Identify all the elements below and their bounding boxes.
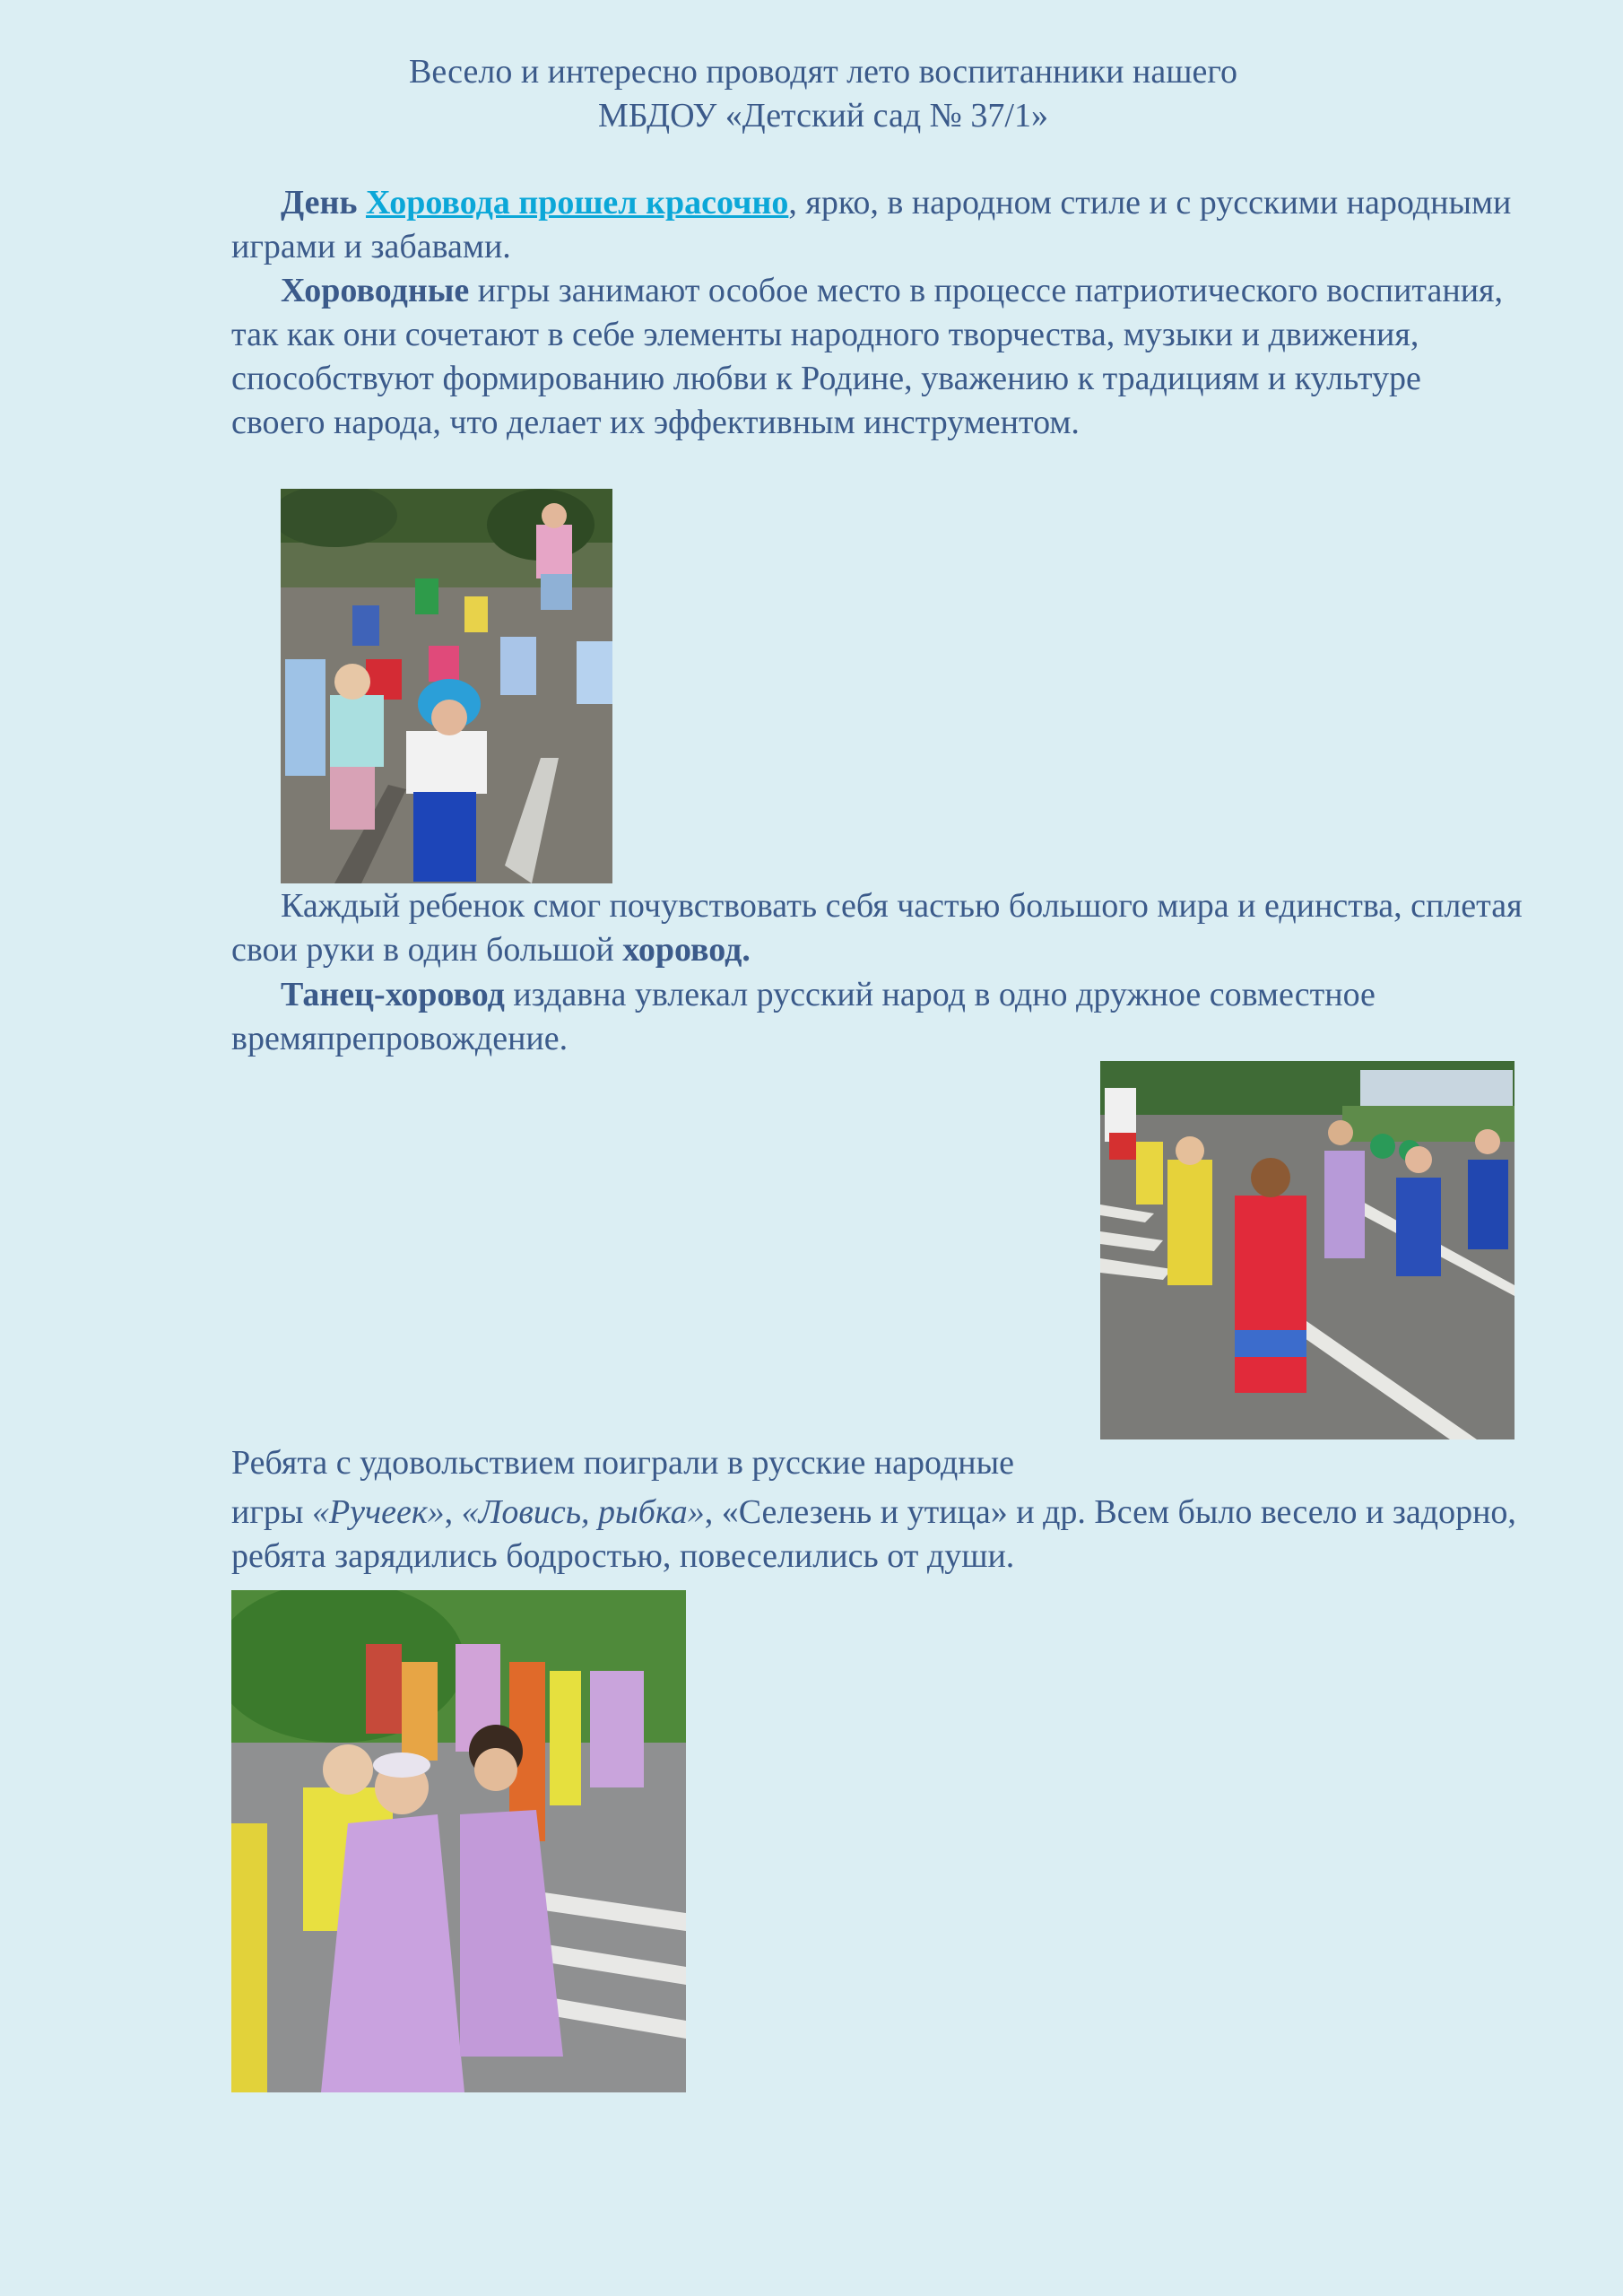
- intro-rest: , ярко, в народном стиле и с русскими народными играми и забавами.: [231, 184, 1512, 265]
- games-rest: , «Селезень и утица» и др. Всем было весело и задорно, ребята зарядились бодростью, повеселились от души.: [231, 1493, 1516, 1575]
- dance-rest: издавна увлекал русский народ в одно дружное совместное времяпрепровождение.: [231, 976, 1376, 1057]
- intro-bold: День: [281, 184, 358, 222]
- games-pre: игры: [231, 1493, 312, 1531]
- photo-lilac-dresses: [231, 1590, 686, 2092]
- patriotic-bold: Хороводные: [281, 272, 470, 309]
- game-lovis-rybka: «Ловись, рыбка»: [461, 1493, 705, 1531]
- game-rucheek: «Ручеек»: [311, 1493, 445, 1531]
- paragraph-games: [231, 1441, 1523, 1578]
- photo-sarafans: [1100, 1061, 1515, 1439]
- patriotic-rest: игры занимают особое место в процессе патриотического воспитания, так как они сочетают в себе элементы народного творчества, музыки и движения, способствуют формированию любви к Родине, уважению к традициям и культуре своего народа, что делает их эффективным инструментом.: [231, 272, 1504, 441]
- paragraph-unity: [231, 884, 1523, 972]
- title-line-1: Весело и интересно проводят лето воспитанники нашего: [409, 53, 1237, 91]
- games-separator: ,: [444, 1493, 462, 1531]
- paragraph-intro: [231, 181, 1523, 269]
- paragraph-dance: [231, 973, 1523, 1061]
- unity-text: Каждый ребенок смог почувствовать себя частью большого мира и единства, сплетая свои руки в один большой: [231, 887, 1523, 969]
- title-line-2: МБДОУ «Детский сад № 37/1»: [598, 97, 1048, 135]
- paragraph-patriotic: [231, 269, 1523, 445]
- games-line-1: Ребята с удовольствием поиграли в русские народные: [231, 1444, 1015, 1482]
- unity-bold: хоровод.: [622, 931, 751, 969]
- dance-bold: Танец-хоровод: [281, 976, 505, 1013]
- page-title: [231, 50, 1415, 138]
- photo-round-dance: [281, 489, 612, 883]
- khorovod-link[interactable]: Хоровода прошел красочно: [365, 184, 789, 222]
- games-line-2: [231, 1491, 1523, 1578]
